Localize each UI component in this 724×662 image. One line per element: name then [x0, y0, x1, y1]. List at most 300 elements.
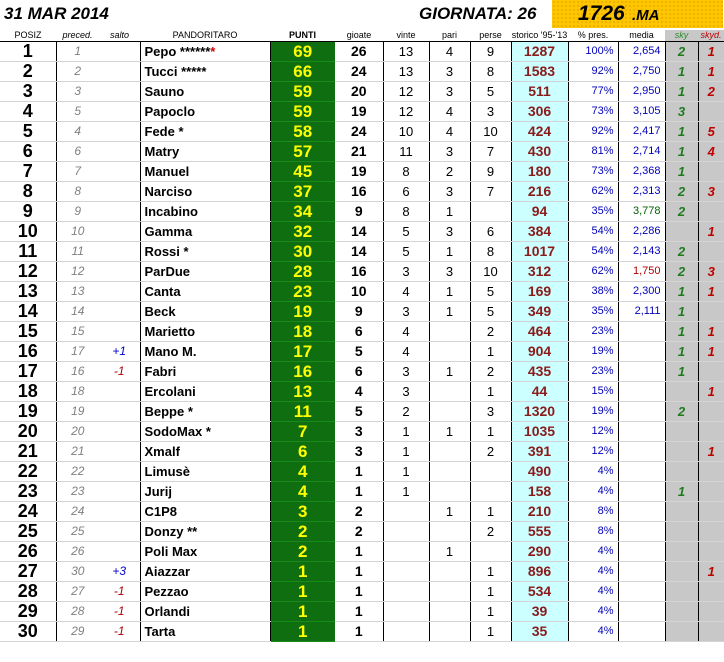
- sky-cell: [665, 382, 698, 402]
- skyd-cell: [698, 602, 724, 622]
- punti-cell: 4: [270, 462, 335, 482]
- punti-cell: 59: [270, 102, 335, 122]
- punti-cell: 1: [270, 602, 335, 622]
- player-name-cell: [140, 202, 270, 222]
- punti-cell: 32: [270, 222, 335, 242]
- preced-cell: 2: [56, 62, 99, 82]
- storico-cell: 35: [511, 622, 568, 642]
- col-media: media: [618, 30, 665, 42]
- media-cell: 2,417: [618, 122, 665, 142]
- skyd-cell: [698, 462, 724, 482]
- perse-cell: 10: [470, 262, 511, 282]
- presenze-cell: 4%: [568, 462, 618, 482]
- giocate-cell: 9: [335, 302, 383, 322]
- media-cell: [618, 342, 665, 362]
- media-cell: [618, 542, 665, 562]
- vinte-cell: [383, 602, 429, 622]
- table-row: [0, 362, 724, 382]
- punti-cell: 2: [270, 522, 335, 542]
- punti-cell: 30: [270, 242, 335, 262]
- salto-cell: [99, 62, 140, 82]
- player-name: Sauno: [144, 84, 185, 99]
- vinte-cell: [383, 562, 429, 582]
- skyd-cell: [698, 582, 724, 602]
- skyd-cell: [698, 302, 724, 322]
- pari-cell: [429, 602, 470, 622]
- salto-cell: [99, 402, 140, 422]
- giornata-label: GIORNATA: 26: [419, 4, 537, 23]
- pari-cell: [429, 382, 470, 402]
- salto-cell: [99, 262, 140, 282]
- player-name-cell: [140, 162, 270, 182]
- player-name-cell: [140, 42, 270, 62]
- player-name: Beppe *: [144, 404, 193, 419]
- preced-cell: 11: [56, 242, 99, 262]
- media-cell: 2,714: [618, 142, 665, 162]
- sky-cell: 2: [665, 242, 698, 262]
- giocate-cell: 19: [335, 102, 383, 122]
- preced-cell: 28: [56, 602, 99, 622]
- player-name-cell: [140, 542, 270, 562]
- pari-cell: [429, 622, 470, 642]
- storico-cell: 430: [511, 142, 568, 162]
- salto-cell: [99, 322, 140, 342]
- sky-cell: 1: [665, 162, 698, 182]
- storico-cell: 904: [511, 342, 568, 362]
- presenze-cell: 4%: [568, 602, 618, 622]
- player-name: Papoclo: [144, 104, 196, 119]
- salto-cell: [99, 502, 140, 522]
- player-name: Marietto: [144, 324, 196, 339]
- preced-cell: 9: [56, 202, 99, 222]
- skyd-cell: 1: [698, 382, 724, 402]
- presenze-cell: 38%: [568, 282, 618, 302]
- preced-cell: 26: [56, 542, 99, 562]
- player-name-cell: [140, 442, 270, 462]
- media-cell: [618, 562, 665, 582]
- skyd-cell: 4: [698, 142, 724, 162]
- position-cell: 14: [0, 302, 56, 322]
- media-cell: [618, 462, 665, 482]
- pari-cell: 1: [429, 362, 470, 382]
- perse-cell: 5: [470, 282, 511, 302]
- giocate-cell: 1: [335, 462, 383, 482]
- vinte-cell: 5: [383, 242, 429, 262]
- position-cell: 3: [0, 82, 56, 102]
- sky-cell: 1: [665, 82, 698, 102]
- perse-cell: 1: [470, 602, 511, 622]
- punti-cell: 59: [270, 82, 335, 102]
- player-name-cell: [140, 382, 270, 402]
- media-cell: [618, 402, 665, 422]
- giocate-cell: 1: [335, 542, 383, 562]
- pari-cell: 3: [429, 182, 470, 202]
- storico-cell: 384: [511, 222, 568, 242]
- salto-cell: -1: [99, 622, 140, 642]
- skyd-cell: 2: [698, 82, 724, 102]
- vinte-cell: [383, 582, 429, 602]
- punti-cell: 57: [270, 142, 335, 162]
- table-row: [0, 42, 724, 62]
- vinte-cell: 3: [383, 362, 429, 382]
- storico-cell: 1287: [511, 42, 568, 62]
- media-cell: 2,950: [618, 82, 665, 102]
- preced-cell: 7: [56, 162, 99, 182]
- skyd-cell: 1: [698, 222, 724, 242]
- vinte-cell: 4: [383, 282, 429, 302]
- salto-cell: [99, 162, 140, 182]
- perse-cell: 6: [470, 222, 511, 242]
- salto-cell: [99, 282, 140, 302]
- presenze-cell: 35%: [568, 302, 618, 322]
- skyd-cell: [698, 502, 724, 522]
- skyd-cell: [698, 362, 724, 382]
- vinte-cell: 12: [383, 102, 429, 122]
- perse-cell: 10: [470, 122, 511, 142]
- position-cell: 5: [0, 122, 56, 142]
- vinte-cell: [383, 502, 429, 522]
- storico-cell: 216: [511, 182, 568, 202]
- player-name: Fede *: [144, 124, 184, 139]
- giocate-cell: 1: [335, 622, 383, 642]
- player-name: Fabri: [144, 364, 177, 379]
- giocate-cell: 14: [335, 222, 383, 242]
- vinte-cell: 4: [383, 322, 429, 342]
- giocate-cell: 2: [335, 502, 383, 522]
- preced-cell: 23: [56, 482, 99, 502]
- presenze-cell: 62%: [568, 262, 618, 282]
- salto-cell: [99, 482, 140, 502]
- skyd-cell: [698, 542, 724, 562]
- storico-cell: 534: [511, 582, 568, 602]
- punti-cell: 17: [270, 342, 335, 362]
- sky-cell: 2: [665, 262, 698, 282]
- punti-cell: 7: [270, 422, 335, 442]
- sky-cell: 2: [665, 42, 698, 62]
- position-cell: 30: [0, 622, 56, 642]
- storico-cell: 1017: [511, 242, 568, 262]
- table-row: [0, 262, 724, 282]
- col-perse: perse: [470, 30, 511, 42]
- storico-cell: 94: [511, 202, 568, 222]
- storico-cell: 391: [511, 442, 568, 462]
- media-cell: 2,750: [618, 62, 665, 82]
- vinte-cell: 3: [383, 302, 429, 322]
- player-name: ParDue: [144, 264, 191, 279]
- skyd-cell: [698, 522, 724, 542]
- salto-cell: [99, 462, 140, 482]
- player-name-cell: [140, 622, 270, 642]
- punti-cell: 69: [270, 42, 335, 62]
- perse-cell: 2: [470, 522, 511, 542]
- media-cell: [618, 622, 665, 642]
- position-cell: 23: [0, 482, 56, 502]
- giocate-cell: 2: [335, 522, 383, 542]
- giocate-cell: 1: [335, 582, 383, 602]
- pari-cell: 4: [429, 42, 470, 62]
- storico-cell: 312: [511, 262, 568, 282]
- presenze-cell: 92%: [568, 62, 618, 82]
- punti-cell: 34: [270, 202, 335, 222]
- player-name: Tucci *****: [144, 64, 207, 79]
- position-cell: 17: [0, 362, 56, 382]
- player-name: Jurij: [144, 484, 172, 499]
- col-pres: % pres.: [568, 30, 618, 42]
- player-name: Incabino: [144, 204, 198, 219]
- perse-cell: [470, 202, 511, 222]
- standings-body: [0, 42, 724, 642]
- preced-cell: 14: [56, 302, 99, 322]
- position-cell: 11: [0, 242, 56, 262]
- position-cell: 8: [0, 182, 56, 202]
- table-row: [0, 542, 724, 562]
- player-name-cell: [140, 422, 270, 442]
- standings-table: [0, 30, 724, 642]
- preced-cell: 18: [56, 382, 99, 402]
- position-cell: 18: [0, 382, 56, 402]
- vinte-cell: 10: [383, 122, 429, 142]
- position-cell: 13: [0, 282, 56, 302]
- skyd-cell: [698, 162, 724, 182]
- salto-cell: [99, 142, 140, 162]
- table-row: [0, 242, 724, 262]
- presenze-cell: 62%: [568, 182, 618, 202]
- presenze-cell: 8%: [568, 502, 618, 522]
- player-name-cell: [140, 562, 270, 582]
- skyd-cell: 1: [698, 62, 724, 82]
- vinte-cell: 3: [383, 382, 429, 402]
- sky-cell: [665, 582, 698, 602]
- pari-cell: [429, 442, 470, 462]
- skyd-cell: 5: [698, 122, 724, 142]
- vinte-cell: [383, 542, 429, 562]
- position-cell: 20: [0, 422, 56, 442]
- position-cell: 7: [0, 162, 56, 182]
- position-cell: 26: [0, 542, 56, 562]
- sky-cell: 1: [665, 482, 698, 502]
- position-cell: 16: [0, 342, 56, 362]
- preced-cell: 24: [56, 502, 99, 522]
- punti-cell: 66: [270, 62, 335, 82]
- preced-cell: 19: [56, 402, 99, 422]
- media-cell: 2,313: [618, 182, 665, 202]
- skyd-cell: [698, 242, 724, 262]
- table-row: [0, 622, 724, 642]
- col-sky: sky: [665, 30, 698, 42]
- skyd-cell: [698, 202, 724, 222]
- perse-cell: 2: [470, 322, 511, 342]
- preced-cell: 13: [56, 282, 99, 302]
- punti-cell: 37: [270, 182, 335, 202]
- preced-cell: 20: [56, 422, 99, 442]
- media-cell: [618, 522, 665, 542]
- table-row: [0, 202, 724, 222]
- media-cell: [618, 582, 665, 602]
- position-cell: 22: [0, 462, 56, 482]
- storico-cell: 464: [511, 322, 568, 342]
- media-cell: 2,286: [618, 222, 665, 242]
- storico-cell: 349: [511, 302, 568, 322]
- giocate-cell: 21: [335, 142, 383, 162]
- sky-cell: [665, 442, 698, 462]
- giocate-cell: 5: [335, 402, 383, 422]
- punti-cell: 18: [270, 322, 335, 342]
- giocate-cell: 4: [335, 382, 383, 402]
- storico-cell: 39: [511, 602, 568, 622]
- salto-cell: +1: [99, 342, 140, 362]
- player-name: Xmalf: [144, 444, 180, 459]
- punti-cell: 1: [270, 582, 335, 602]
- preced-cell: 16: [56, 362, 99, 382]
- sky-cell: [665, 502, 698, 522]
- pari-cell: 1: [429, 282, 470, 302]
- player-name-cell: [140, 342, 270, 362]
- pari-cell: 2: [429, 162, 470, 182]
- storico-cell: 490: [511, 462, 568, 482]
- sky-cell: [665, 622, 698, 642]
- preced-cell: 1: [56, 42, 99, 62]
- perse-cell: 2: [470, 362, 511, 382]
- salto-cell: [99, 222, 140, 242]
- punti-cell: 1: [270, 562, 335, 582]
- preced-cell: 17: [56, 342, 99, 362]
- player-name: Poli Max: [144, 544, 198, 559]
- punti-cell: 28: [270, 262, 335, 282]
- punti-cell: 23: [270, 282, 335, 302]
- pari-cell: 3: [429, 262, 470, 282]
- vinte-cell: 1: [383, 422, 429, 442]
- presenze-cell: 4%: [568, 582, 618, 602]
- storico-cell: 158: [511, 482, 568, 502]
- presenze-cell: 54%: [568, 222, 618, 242]
- perse-cell: 5: [470, 82, 511, 102]
- punti-cell: 3: [270, 502, 335, 522]
- media-cell: [618, 382, 665, 402]
- player-name-cell: [140, 82, 270, 102]
- pari-cell: 3: [429, 62, 470, 82]
- punti-cell: 4: [270, 482, 335, 502]
- player-name-cell: [140, 462, 270, 482]
- giocate-cell: 6: [335, 322, 383, 342]
- skyd-cell: [698, 422, 724, 442]
- position-cell: 19: [0, 402, 56, 422]
- table-row: [0, 582, 724, 602]
- perse-cell: 2: [470, 442, 511, 462]
- salto-cell: [99, 242, 140, 262]
- red-star-mark: *: [210, 44, 216, 59]
- salto-cell: [99, 182, 140, 202]
- position-cell: 6: [0, 142, 56, 162]
- presenze-cell: 4%: [568, 622, 618, 642]
- sky-cell: [665, 422, 698, 442]
- player-name-cell: [140, 102, 270, 122]
- giocate-cell: 16: [335, 262, 383, 282]
- pari-cell: 1: [429, 302, 470, 322]
- player-name-cell: [140, 142, 270, 162]
- position-cell: 27: [0, 562, 56, 582]
- perse-cell: [470, 482, 511, 502]
- player-name: Aiazzar: [144, 564, 191, 579]
- player-name-cell: [140, 502, 270, 522]
- salto-cell: +3: [99, 562, 140, 582]
- punti-cell: 58: [270, 122, 335, 142]
- presenze-cell: 77%: [568, 82, 618, 102]
- pari-cell: 3: [429, 82, 470, 102]
- skyd-cell: 1: [698, 282, 724, 302]
- salto-cell: [99, 442, 140, 462]
- preced-cell: 29: [56, 622, 99, 642]
- pari-cell: 4: [429, 122, 470, 142]
- storico-cell: 435: [511, 362, 568, 382]
- punti-cell: 11: [270, 402, 335, 422]
- media-cell: [618, 362, 665, 382]
- sky-cell: [665, 222, 698, 242]
- vinte-cell: 13: [383, 62, 429, 82]
- perse-cell: 3: [470, 102, 511, 122]
- player-name: Pepo ******: [144, 44, 211, 59]
- player-name: Narciso: [144, 184, 193, 199]
- col-punti: PUNTI: [270, 30, 335, 42]
- media-cell: [618, 422, 665, 442]
- sky-cell: 2: [665, 402, 698, 422]
- vinte-cell: 12: [383, 82, 429, 102]
- salto-cell: [99, 542, 140, 562]
- table-row: [0, 342, 724, 362]
- sky-cell: 3: [665, 102, 698, 122]
- presenze-cell: 54%: [568, 242, 618, 262]
- giocate-cell: 3: [335, 422, 383, 442]
- table-row: [0, 422, 724, 442]
- player-name: Beck: [144, 304, 176, 319]
- punti-cell: 19: [270, 302, 335, 322]
- perse-cell: 9: [470, 42, 511, 62]
- storico-cell: 555: [511, 522, 568, 542]
- media-cell: [618, 442, 665, 462]
- punti-cell: 6: [270, 442, 335, 462]
- pari-cell: [429, 522, 470, 542]
- vinte-cell: 8: [383, 162, 429, 182]
- player-name: Rossi *: [144, 244, 189, 259]
- sky-cell: 1: [665, 362, 698, 382]
- skyd-cell: 1: [698, 442, 724, 462]
- player-name: Canta: [144, 284, 181, 299]
- pari-cell: 1: [429, 502, 470, 522]
- player-name: C1P8: [144, 504, 178, 519]
- sky-cell: [665, 602, 698, 622]
- position-cell: 21: [0, 442, 56, 462]
- table-row: [0, 182, 724, 202]
- player-name: Mano M.: [144, 344, 197, 359]
- skyd-cell: 1: [698, 562, 724, 582]
- table-row: [0, 562, 724, 582]
- pari-cell: [429, 482, 470, 502]
- col-pari: pari: [429, 30, 470, 42]
- player-name: Pezzao: [144, 584, 189, 599]
- player-name-cell: [140, 262, 270, 282]
- presenze-cell: 35%: [568, 202, 618, 222]
- position-cell: 24: [0, 502, 56, 522]
- preced-cell: 15: [56, 322, 99, 342]
- vinte-cell: 2: [383, 402, 429, 422]
- pari-cell: 3: [429, 142, 470, 162]
- salto-cell: [99, 122, 140, 142]
- vinte-cell: 4: [383, 342, 429, 362]
- header-row: [0, 30, 724, 42]
- table-row: [0, 162, 724, 182]
- vinte-cell: 1: [383, 462, 429, 482]
- storico-cell: 44: [511, 382, 568, 402]
- sky-cell: 1: [665, 342, 698, 362]
